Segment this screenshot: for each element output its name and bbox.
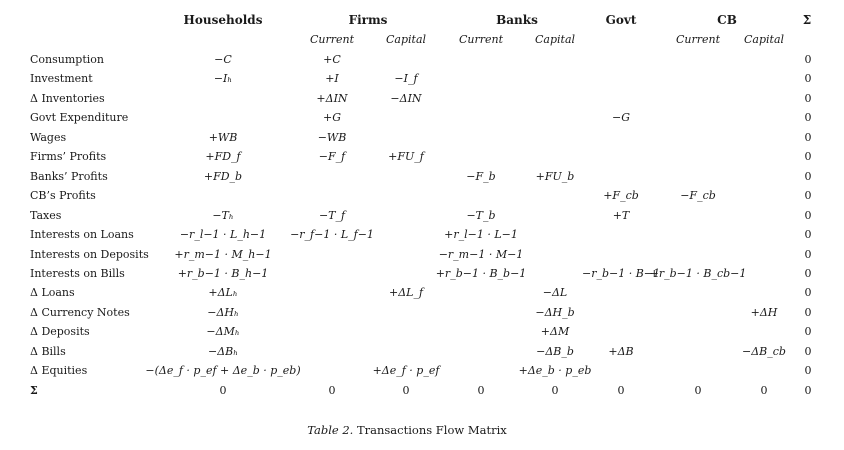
table-cell-bc: −r_m−1 · M−1 [438,247,524,261]
table-cell-sum: 0 [804,53,812,66]
header-sigma: Σ [802,13,812,27]
table-cell-hh: −(Δe_f · p_ef + Δe_b · p_eb) [145,364,301,378]
table-cell-fc: +C [323,53,341,66]
row-label: Δ Inventories [30,91,105,105]
table-cell-cbc: −F_cb [680,189,716,203]
table-cell-hh: −Tₕ [212,208,234,222]
table-cell-gov: −r_b−1 · B−1 [581,266,661,280]
table-cell-sum: 0 [804,305,812,319]
table-cell-sum: 0 [804,286,812,300]
table-cell-fk: +ΔL_f [388,286,424,300]
table-cell-hh: +ΔLₕ [208,286,238,300]
table-cell-bk: −ΔB_b [536,344,574,358]
table-cell-cbk: 0 [760,383,768,397]
table-cell-sum: 0 [804,364,812,378]
header-firms: Firms [348,13,388,27]
table-cell-bk: 0 [551,383,559,397]
table-cell-hh: −C [214,53,232,66]
table-cell-sum: 0 [804,169,812,183]
table-cell-bk: +ΔM [540,325,570,339]
subheader-banks-current: Current [458,33,504,46]
header-banks: Banks [496,13,538,27]
table-cell-fc: −T_f [318,208,346,222]
table-cell-hh: +WB [208,130,238,144]
table-cell-hh: −r_l−1 · L_h−1 [179,228,267,242]
row-label: Taxes [30,208,62,222]
row-label: Δ Bills [30,344,66,358]
table-cell-bc: −T_b [466,208,496,222]
table-cell-sum: 0 [804,344,812,358]
table-cell-fk: −I_f [394,72,418,86]
table-cell-sum: 0 [804,325,812,339]
table-cell-hh: −ΔMₕ [206,325,240,339]
row-label: Consumption [30,53,104,66]
table-cell-sum: 0 [804,130,812,144]
table-cell-bk: +Δe_b · p_eb [518,364,592,378]
row-label: Δ Equities [30,364,88,378]
header-households: Households [183,13,263,27]
table-cell-fk: +Δe_f · p_ef [372,364,440,378]
table-cell-gov: 0 [617,383,625,397]
table-cell-hh: +r_m−1 · M_h−1 [174,247,272,261]
subheader-firms-capital: Capital [385,33,427,46]
table-cell-bk: −ΔH_b [535,305,575,319]
row-label: Interests on Bills [30,266,125,280]
header-cb: CB [717,13,737,27]
table-cell-hh: +r_b−1 · B_h−1 [177,266,269,280]
table-cell-bc: −F_b [466,169,496,183]
table-cell-bk: −ΔL [542,286,568,300]
table-cell-sum: 0 [804,208,812,222]
table-cell-cbc: 0 [694,383,702,397]
table-cell-fc: −WB [317,130,347,144]
row-label: Σ [30,383,38,397]
table-cell-sum: 0 [804,72,812,86]
row-label: CB’s Profits [30,189,96,203]
table-cell-sum: 0 [804,150,812,164]
table-cell-sum: 0 [804,91,812,105]
row-label: Wages [30,130,67,144]
table-cell-fc: +I [325,72,339,86]
table-cell-sum: 0 [804,228,812,242]
table-cell-sum: 0 [804,383,812,397]
table-cell-fk: 0 [402,383,410,397]
table-cell-hh: +FD_b [203,169,243,183]
table-cell-gov: +ΔB [608,344,634,358]
table-cell-sum: 0 [804,111,812,125]
table-cell-bc: +r_l−1 · L−1 [444,228,518,242]
row-label: Govt Expenditure [30,111,129,125]
table-cell-hh: +FD_f [205,150,241,164]
header-govt: Govt [605,13,637,27]
table-cell-gov: −G [611,111,631,125]
table-cell-cbk: −ΔB_cb [742,344,786,358]
row-label: Δ Loans [30,286,75,300]
table-cell-cbk: +ΔH [750,305,778,319]
table-cell-fc: +ΔIN [316,91,348,105]
table-cell-bc: 0 [477,383,485,397]
table-cell-bc: +r_b−1 · B_b−1 [435,266,527,280]
table-cell-hh: −ΔHₕ [207,305,239,319]
row-label: Firms’ Profits [30,150,107,164]
table-cell-sum: 0 [804,247,812,261]
table-cell-fc: −F_f [318,150,346,164]
table-cell-hh: 0 [219,383,227,397]
table-cell-fk: +FU_f [388,150,424,164]
table-cell-fk: −ΔIN [390,91,422,105]
row-label: Interests on Loans [30,228,134,242]
table-cell-gov: +F_cb [603,189,639,203]
subheader-firms-current: Current [309,33,355,46]
table-cell-fc: 0 [328,383,336,397]
subheader-banks-capital: Capital [534,33,576,46]
row-label: Interests on Deposits [30,247,149,261]
row-label: Δ Currency Notes [30,305,130,319]
table-cell-sum: 0 [804,189,812,203]
table-cell-fc: +G [322,111,342,125]
caption-label: Table 2. [307,423,354,437]
table-cell-bk: +FU_b [535,169,575,183]
row-label: Investment [30,72,93,86]
table-cell-sum: 0 [804,266,812,280]
caption-text: Transactions Flow Matrix [356,423,507,437]
table-cell-hh: −ΔBₕ [207,344,239,358]
table-cell-hh: −Iₕ [213,72,233,86]
table-cell-fc: −r_f−1 · L_f−1 [290,228,374,242]
table-caption [307,423,507,437]
row-label: Δ Deposits [30,325,90,339]
table-cell-cbc: +r_b−1 · B_cb−1 [649,266,747,280]
table-cell-gov: +T [612,208,630,222]
subheader-cb-current: Current [675,33,721,46]
subheader-cb-capital: Capital [743,33,785,46]
row-label: Banks’ Profits [30,169,108,183]
